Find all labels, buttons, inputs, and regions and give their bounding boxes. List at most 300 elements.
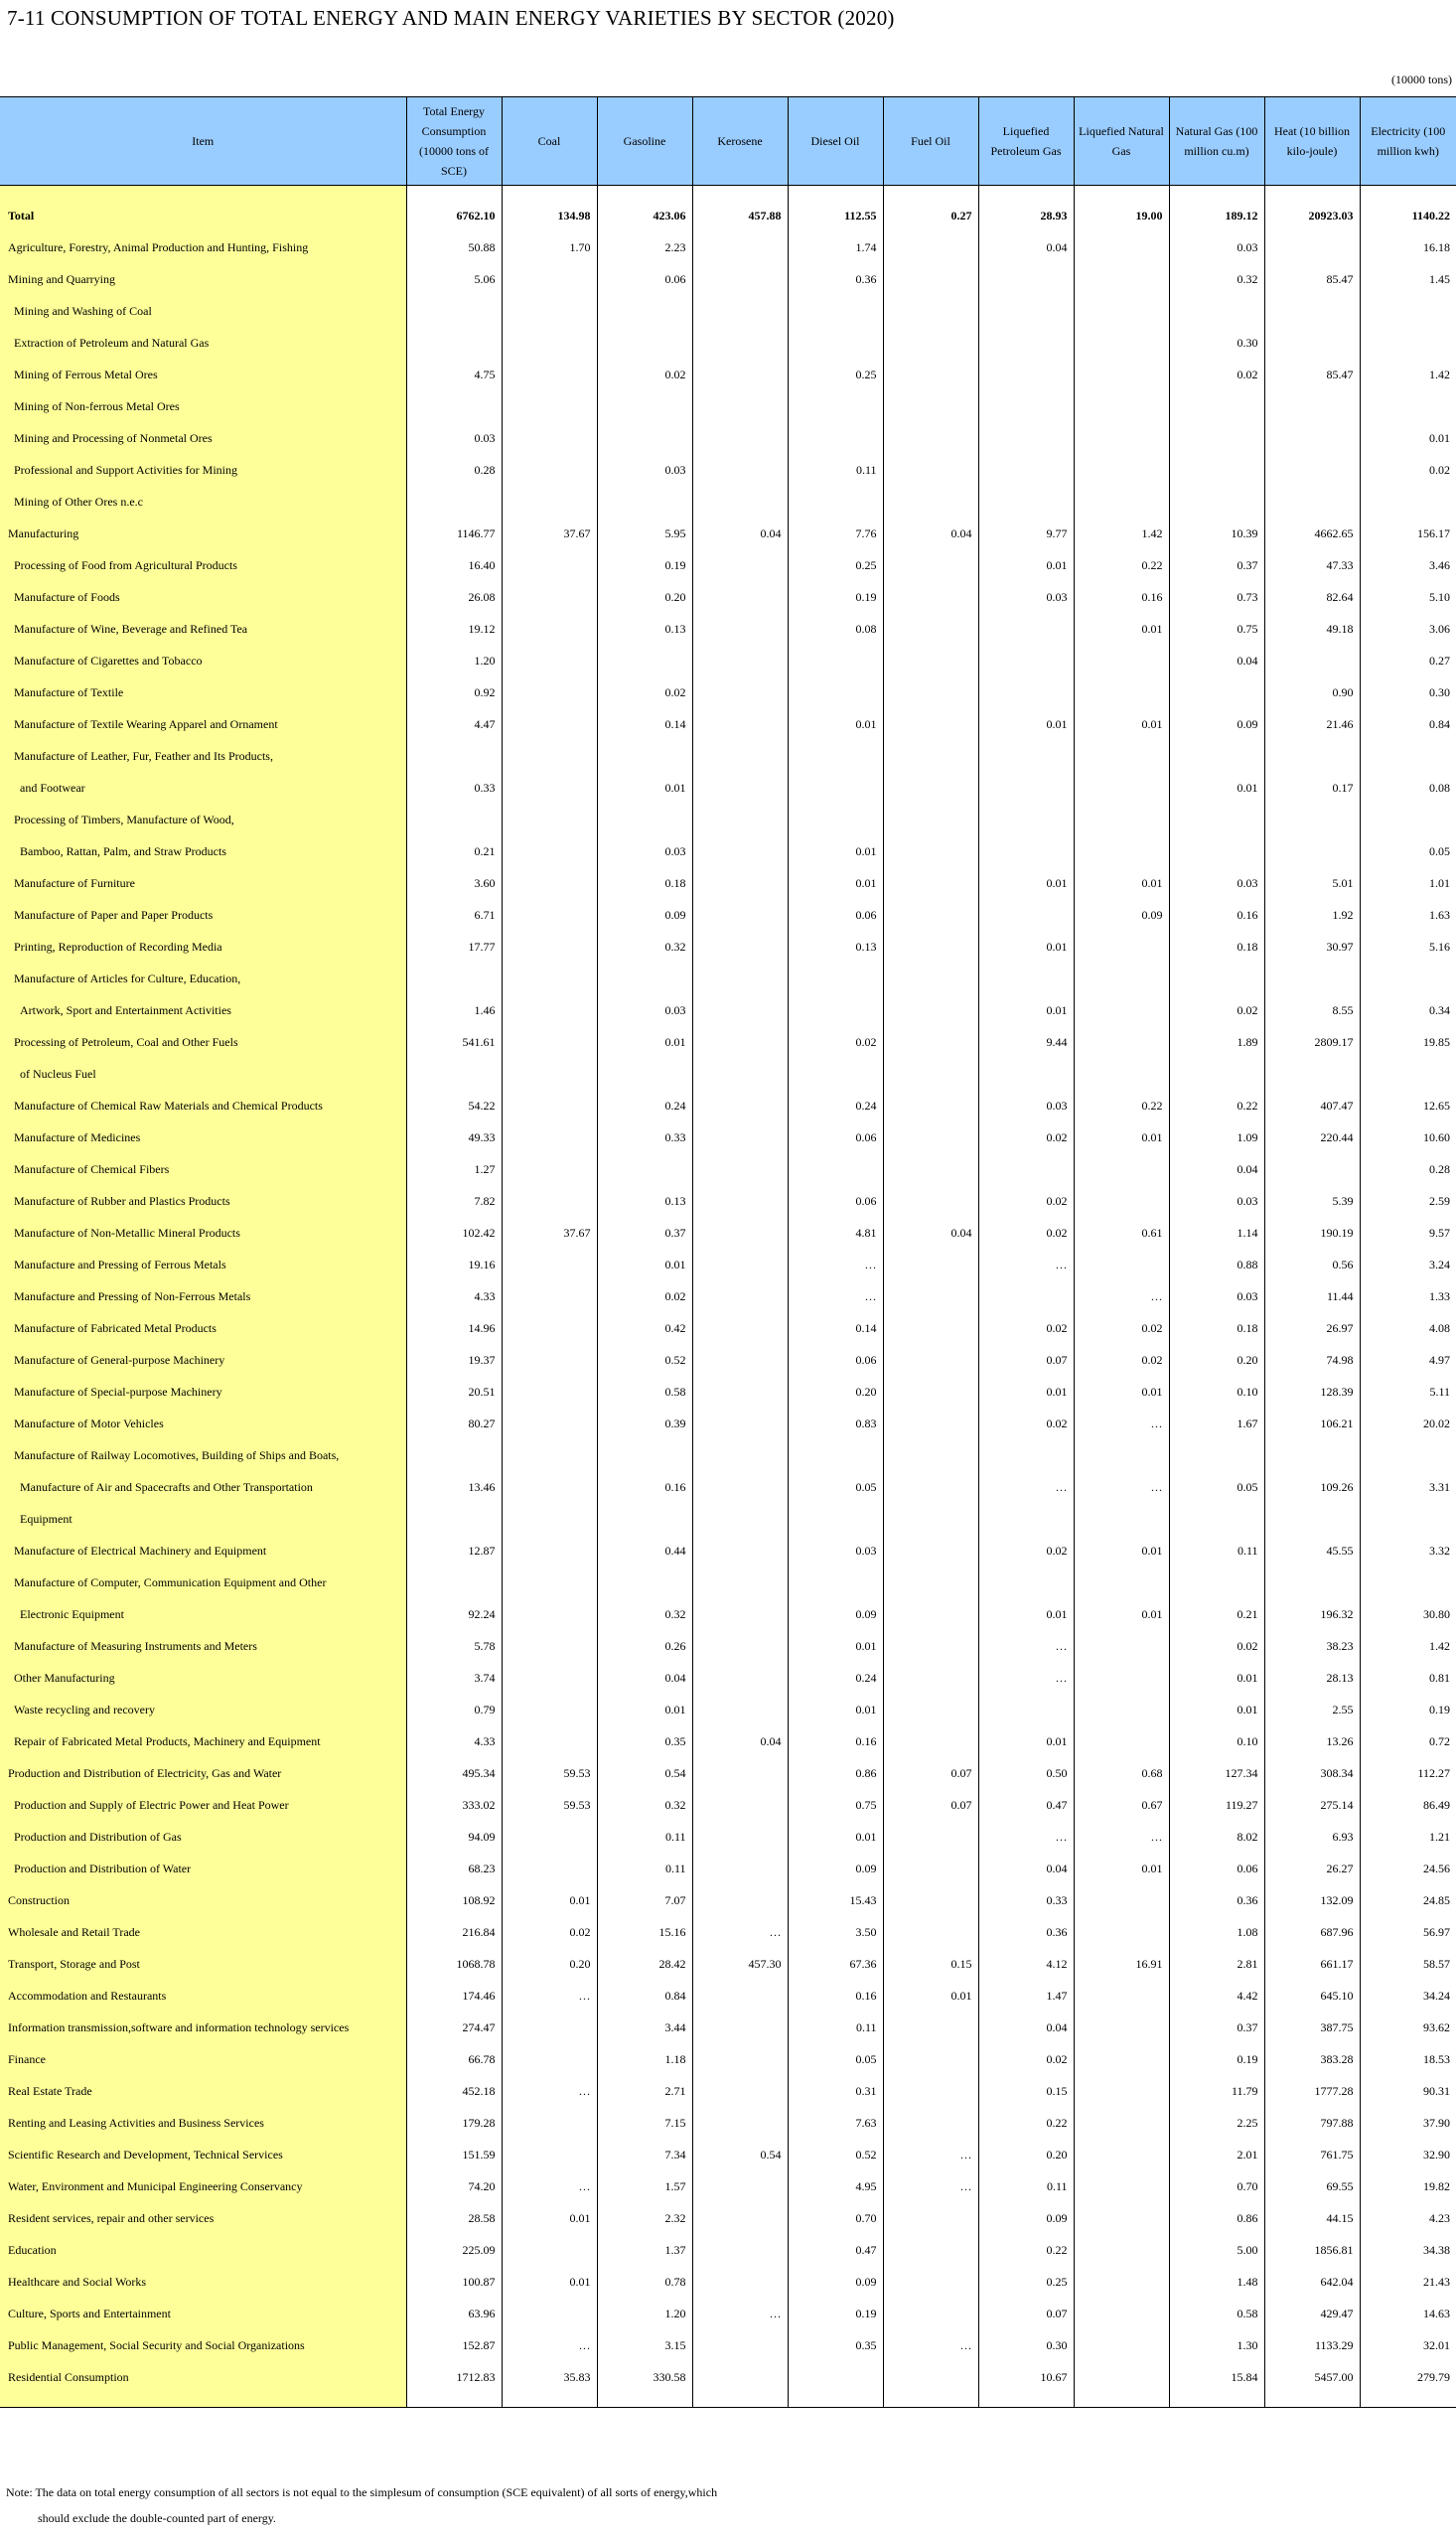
value-cell: 797.88 [1264,2107,1360,2139]
value-cell [883,2075,978,2107]
value-cell [788,295,883,327]
spacer-cell [692,186,788,201]
row-label: Information transmission,software and information technology services [0,2012,406,2043]
value-cell [788,390,883,422]
value-cell: 0.02 [1169,359,1264,390]
value-cell: 19.85 [1360,1026,1456,1058]
value-cell [1074,359,1169,390]
value-cell: 0.01 [788,867,883,899]
row-label: Printing, Reproduction of Recording Media [0,931,406,963]
value-cell: 4.75 [406,359,502,390]
table-row [0,1185,1456,1217]
value-cell [788,772,883,804]
spacer-cell [0,186,406,201]
value-cell: 687.96 [1264,1916,1360,1948]
value-cell: 32.90 [1360,2139,1456,2170]
value-cell: 0.28 [1360,1153,1456,1185]
value-cell: 0.22 [978,2107,1074,2139]
value-cell [1074,263,1169,295]
value-cell: 1.21 [1360,1821,1456,1853]
value-cell: … [978,1249,1074,1280]
spacer-cell [788,186,883,201]
col-header-lpg: Liquefied Petroleum Gas [978,97,1074,186]
value-cell: 0.02 [1169,994,1264,1026]
value-cell [1074,1662,1169,1694]
value-cell [692,1598,788,1630]
value-cell [1074,2202,1169,2234]
value-cell: 3.32 [1360,1535,1456,1567]
value-cell [978,1439,1074,1471]
spacer-cell [597,2393,692,2408]
value-cell [1074,1567,1169,1598]
value-cell [883,2234,978,2266]
value-cell: 0.14 [788,1312,883,1344]
row-label: Education [0,2234,406,2266]
value-cell [692,899,788,931]
value-cell: 0.15 [883,1948,978,1980]
value-cell [1264,486,1360,518]
value-cell [406,1567,502,1598]
value-cell: 0.11 [788,2012,883,2043]
value-cell: 0.01 [1074,1853,1169,1884]
value-cell: 0.70 [788,2202,883,2234]
value-cell [978,263,1074,295]
value-cell: 0.01 [883,1980,978,2012]
value-cell: 0.11 [597,1821,692,1853]
value-cell [1074,1630,1169,1662]
value-cell: 18.53 [1360,2043,1456,2075]
value-cell [883,708,978,740]
value-cell [1360,1058,1456,1090]
value-cell [883,613,978,645]
value-cell [502,1376,597,1408]
value-cell: 19.12 [406,613,502,645]
value-cell: 0.06 [788,1344,883,1376]
spacer-cell [1264,2393,1360,2408]
value-cell [1074,422,1169,454]
value-cell: 0.42 [597,1312,692,1344]
value-cell: 407.47 [1264,1090,1360,1121]
value-cell [978,1503,1074,1535]
value-cell: 2.71 [597,2075,692,2107]
value-cell [1074,2107,1169,2139]
value-cell: … [788,1280,883,1312]
value-cell: 3.24 [1360,1249,1456,1280]
table-row [0,867,1456,899]
table-row [0,1439,1456,1471]
value-cell: 5.78 [406,1630,502,1662]
value-cell [692,867,788,899]
value-cell: 189.12 [1169,200,1264,231]
value-cell: 3.50 [788,1916,883,1948]
value-cell [502,1853,597,1884]
value-cell [692,2012,788,2043]
value-cell: 0.20 [502,1948,597,1980]
value-cell: 429.47 [1264,2298,1360,2329]
value-cell: 0.06 [597,263,692,295]
row-label: Manufacture of Air and Spacecrafts and Other Transportation [0,1471,406,1503]
value-cell: 28.93 [978,200,1074,231]
value-cell [1074,676,1169,708]
value-cell: 0.06 [788,1121,883,1153]
value-cell: 15.43 [788,1884,883,1916]
value-cell: 0.02 [978,1535,1074,1567]
value-cell: 0.84 [597,1980,692,2012]
value-cell: 0.37 [597,1217,692,1249]
value-cell: 0.84 [1360,708,1456,740]
value-cell [692,676,788,708]
value-cell [692,581,788,613]
value-cell: 0.05 [1169,1471,1264,1503]
table-row [0,1725,1456,1757]
value-cell: 0.01 [597,1249,692,1280]
value-cell [502,359,597,390]
value-cell [692,231,788,263]
value-cell [1264,835,1360,867]
value-cell: 0.16 [1169,899,1264,931]
value-cell [406,486,502,518]
value-cell [1169,740,1264,772]
value-cell: 132.09 [1264,1884,1360,1916]
value-cell: 220.44 [1264,1121,1360,1153]
value-cell [1360,486,1456,518]
value-cell [1074,2139,1169,2170]
value-cell: 0.61 [1074,1217,1169,1249]
spacer-cell [1074,2393,1169,2408]
value-cell: 0.03 [597,994,692,1026]
value-cell: 4.97 [1360,1344,1456,1376]
value-cell: 7.76 [788,518,883,549]
value-cell [692,1376,788,1408]
value-cell [502,1185,597,1217]
value-cell: 1.63 [1360,899,1456,931]
value-cell [692,2266,788,2298]
value-cell: 2.23 [597,231,692,263]
table-row [0,1471,1456,1503]
row-label: Manufacture of General-purpose Machinery [0,1344,406,1376]
value-cell [502,390,597,422]
table-row [0,835,1456,867]
value-cell: 17.77 [406,931,502,963]
value-cell [502,327,597,359]
value-cell [502,1312,597,1344]
value-cell: 0.04 [883,1217,978,1249]
row-label: Production and Distribution of Electricity, Gas and Water [0,1757,406,1789]
value-cell: 0.06 [1169,1853,1264,1884]
value-cell: 10.67 [978,2361,1074,2393]
value-cell: 1140.22 [1360,200,1456,231]
value-cell [692,2202,788,2234]
row-label: Processing of Timbers, Manufacture of Wood, [0,804,406,835]
value-cell [883,1153,978,1185]
value-cell [1264,1153,1360,1185]
value-cell: 20.51 [406,1376,502,1408]
value-cell [597,486,692,518]
value-cell [692,1694,788,1725]
value-cell: 5.39 [1264,1185,1360,1217]
value-cell: 0.01 [788,708,883,740]
value-cell [883,295,978,327]
value-cell: 1.89 [1169,1026,1264,1058]
value-cell: 1777.28 [1264,2075,1360,2107]
value-cell [1074,2043,1169,2075]
value-cell [502,1153,597,1185]
spacer-cell [597,186,692,201]
value-cell: 0.04 [978,231,1074,263]
value-cell [692,2107,788,2139]
spacer-cell [406,2393,502,2408]
row-label: Manufacture and Pressing of Ferrous Metals [0,1249,406,1280]
value-cell [883,772,978,804]
value-cell [502,772,597,804]
value-cell: 3.06 [1360,613,1456,645]
value-cell: 44.15 [1264,2202,1360,2234]
value-cell: 6.71 [406,899,502,931]
value-cell: 1.18 [597,2043,692,2075]
value-cell: 0.04 [692,518,788,549]
table-row [0,2170,1456,2202]
value-cell [1074,740,1169,772]
value-cell [692,422,788,454]
value-cell [883,263,978,295]
value-cell [1264,231,1360,263]
row-label: Manufacture of Articles for Culture, Education, [0,963,406,994]
value-cell: 128.39 [1264,1376,1360,1408]
table-row [0,1312,1456,1344]
value-cell: 5.06 [406,263,502,295]
value-cell: 0.16 [597,1471,692,1503]
value-cell: 0.04 [978,2012,1074,2043]
table-row [0,1884,1456,1916]
table-row [0,2107,1456,2139]
value-cell [1264,1058,1360,1090]
value-cell: 67.36 [788,1948,883,1980]
value-cell: 1.45 [1360,263,1456,295]
value-cell: 0.22 [978,2234,1074,2266]
value-cell: 495.34 [406,1757,502,1789]
value-cell: 0.32 [1169,263,1264,295]
value-cell: 423.06 [597,200,692,231]
value-cell: 0.36 [788,263,883,295]
value-cell: 0.03 [406,422,502,454]
table-row [0,2075,1456,2107]
value-cell: 0.01 [788,1821,883,1853]
value-cell: 4.33 [406,1725,502,1757]
value-cell [883,1058,978,1090]
footnote-line-1: Note: The data on total energy consumption of all sectors is not equal to the simplesum of consumption (SCE equivalent) of all sorts of energy,which [6,2485,718,2499]
value-cell [1169,1439,1264,1471]
value-cell [406,1439,502,1471]
value-cell [978,422,1074,454]
value-cell: 0.81 [1360,1662,1456,1694]
value-cell [692,1853,788,1884]
value-cell [1074,1439,1169,1471]
value-cell [883,2361,978,2393]
value-cell: 16.91 [1074,1948,1169,1980]
value-cell: 14.63 [1360,2298,1456,2329]
value-cell [502,994,597,1026]
value-cell: 0.16 [1074,581,1169,613]
value-cell [692,2043,788,2075]
value-cell: 0.50 [978,1757,1074,1789]
row-label: Finance [0,2043,406,2075]
value-cell [883,1376,978,1408]
table-row [0,1948,1456,1980]
value-cell: 0.90 [1264,676,1360,708]
value-cell: 4.81 [788,1217,883,1249]
row-label: Production and Supply of Electric Power and Heat Power [0,1789,406,1821]
spacer-cell [1169,2393,1264,2408]
value-cell: 0.56 [1264,1249,1360,1280]
spacer-cell [692,2393,788,2408]
row-label: Manufacturing [0,518,406,549]
value-cell [692,454,788,486]
table-row [0,1694,1456,1725]
value-cell: 1146.77 [406,518,502,549]
value-cell [406,1503,502,1535]
value-cell [692,1153,788,1185]
value-cell: 102.42 [406,1217,502,1249]
value-cell: 0.33 [597,1121,692,1153]
value-cell [692,486,788,518]
value-cell: 0.01 [978,867,1074,899]
value-cell [502,1090,597,1121]
value-cell: 0.09 [978,2202,1074,2234]
spacer-row [0,2393,1456,2408]
table-row [0,2139,1456,2170]
value-cell: 1.30 [1169,2329,1264,2361]
row-label: and Footwear [0,772,406,804]
value-cell: 0.10 [1169,1376,1264,1408]
value-cell [883,676,978,708]
value-cell [502,2298,597,2329]
value-cell [1360,804,1456,835]
value-cell [883,1344,978,1376]
row-label: Mining of Non-ferrous Metal Ores [0,390,406,422]
value-cell: 179.28 [406,2107,502,2139]
value-cell: 1.37 [597,2234,692,2266]
value-cell: … [692,2298,788,2329]
row-label: Manufacture of Railway Locomotives, Building of Ships and Boats, [0,1439,406,1471]
value-cell: 26.97 [1264,1312,1360,1344]
value-cell [692,2234,788,2266]
value-cell: 0.22 [1169,1090,1264,1121]
value-cell: 642.04 [1264,2266,1360,2298]
spacer-cell [1360,186,1456,201]
table-row [0,1153,1456,1185]
table-row [0,263,1456,295]
value-cell: 26.27 [1264,1853,1360,1884]
value-cell: 1.33 [1360,1280,1456,1312]
value-cell: 0.01 [978,708,1074,740]
value-cell: 0.22 [1074,549,1169,581]
value-cell: 35.83 [502,2361,597,2393]
col-header-heat: Heat (10 billion kilo-joule) [1264,97,1360,186]
value-cell [1074,2234,1169,2266]
value-cell: 0.03 [597,835,692,867]
value-cell: 0.01 [1169,772,1264,804]
value-cell [502,676,597,708]
table-row [0,1821,1456,1853]
value-cell [1360,963,1456,994]
value-cell: 0.05 [1360,835,1456,867]
value-cell: 0.09 [788,1853,883,1884]
value-cell: 275.14 [1264,1789,1360,1821]
value-cell [1169,804,1264,835]
table-row [0,645,1456,676]
value-cell: 0.01 [1074,1121,1169,1153]
value-cell: 63.96 [406,2298,502,2329]
value-cell: 2.81 [1169,1948,1264,1980]
value-cell: 0.32 [597,1598,692,1630]
value-cell [1074,931,1169,963]
value-cell [883,1630,978,1662]
value-cell [502,740,597,772]
value-cell [597,1058,692,1090]
value-cell: 274.47 [406,2012,502,2043]
value-cell: 7.34 [597,2139,692,2170]
table-row [0,772,1456,804]
value-cell: 20923.03 [1264,200,1360,231]
value-cell [1360,1439,1456,1471]
value-cell [502,1694,597,1725]
value-cell: … [788,1249,883,1280]
value-cell: 4.33 [406,1280,502,1312]
value-cell [502,1121,597,1153]
value-cell: 0.73 [1169,581,1264,613]
value-cell [1074,390,1169,422]
row-label: Manufacture of Textile [0,676,406,708]
value-cell [788,327,883,359]
value-cell: 0.01 [1074,613,1169,645]
value-cell [692,804,788,835]
value-cell: 0.03 [1169,1280,1264,1312]
value-cell [978,613,1074,645]
value-cell [788,1567,883,1598]
row-label: Mining of Ferrous Metal Ores [0,359,406,390]
value-cell: 0.02 [978,1217,1074,1249]
row-label: Manufacture of Measuring Instruments and Meters [0,1630,406,1662]
value-cell [883,1090,978,1121]
value-cell: 2.59 [1360,1185,1456,1217]
value-cell: 1.08 [1169,1916,1264,1948]
value-cell: 0.32 [597,1789,692,1821]
row-label: Accommodation and Restaurants [0,1980,406,2012]
value-cell: 0.07 [883,1789,978,1821]
table-row [0,1026,1456,1058]
value-cell [883,231,978,263]
value-cell: 0.92 [406,676,502,708]
value-cell [1264,740,1360,772]
value-cell: 0.01 [978,931,1074,963]
value-cell [692,263,788,295]
value-cell [978,899,1074,931]
value-cell: 0.07 [978,1344,1074,1376]
value-cell: 0.02 [978,2043,1074,2075]
value-cell [502,2139,597,2170]
row-label: Manufacture of Wine, Beverage and Refined Tea [0,613,406,645]
value-cell [1074,963,1169,994]
value-cell [502,1821,597,1853]
value-cell: 4.12 [978,1948,1074,1980]
value-cell: 174.46 [406,1980,502,2012]
value-cell [1074,2075,1169,2107]
value-cell: 0.16 [788,1725,883,1757]
row-label: Manufacture of Computer, Communication Equipment and Other [0,1567,406,1598]
value-cell: 0.10 [1169,1725,1264,1757]
value-cell: 0.13 [597,613,692,645]
value-cell: … [502,1980,597,2012]
